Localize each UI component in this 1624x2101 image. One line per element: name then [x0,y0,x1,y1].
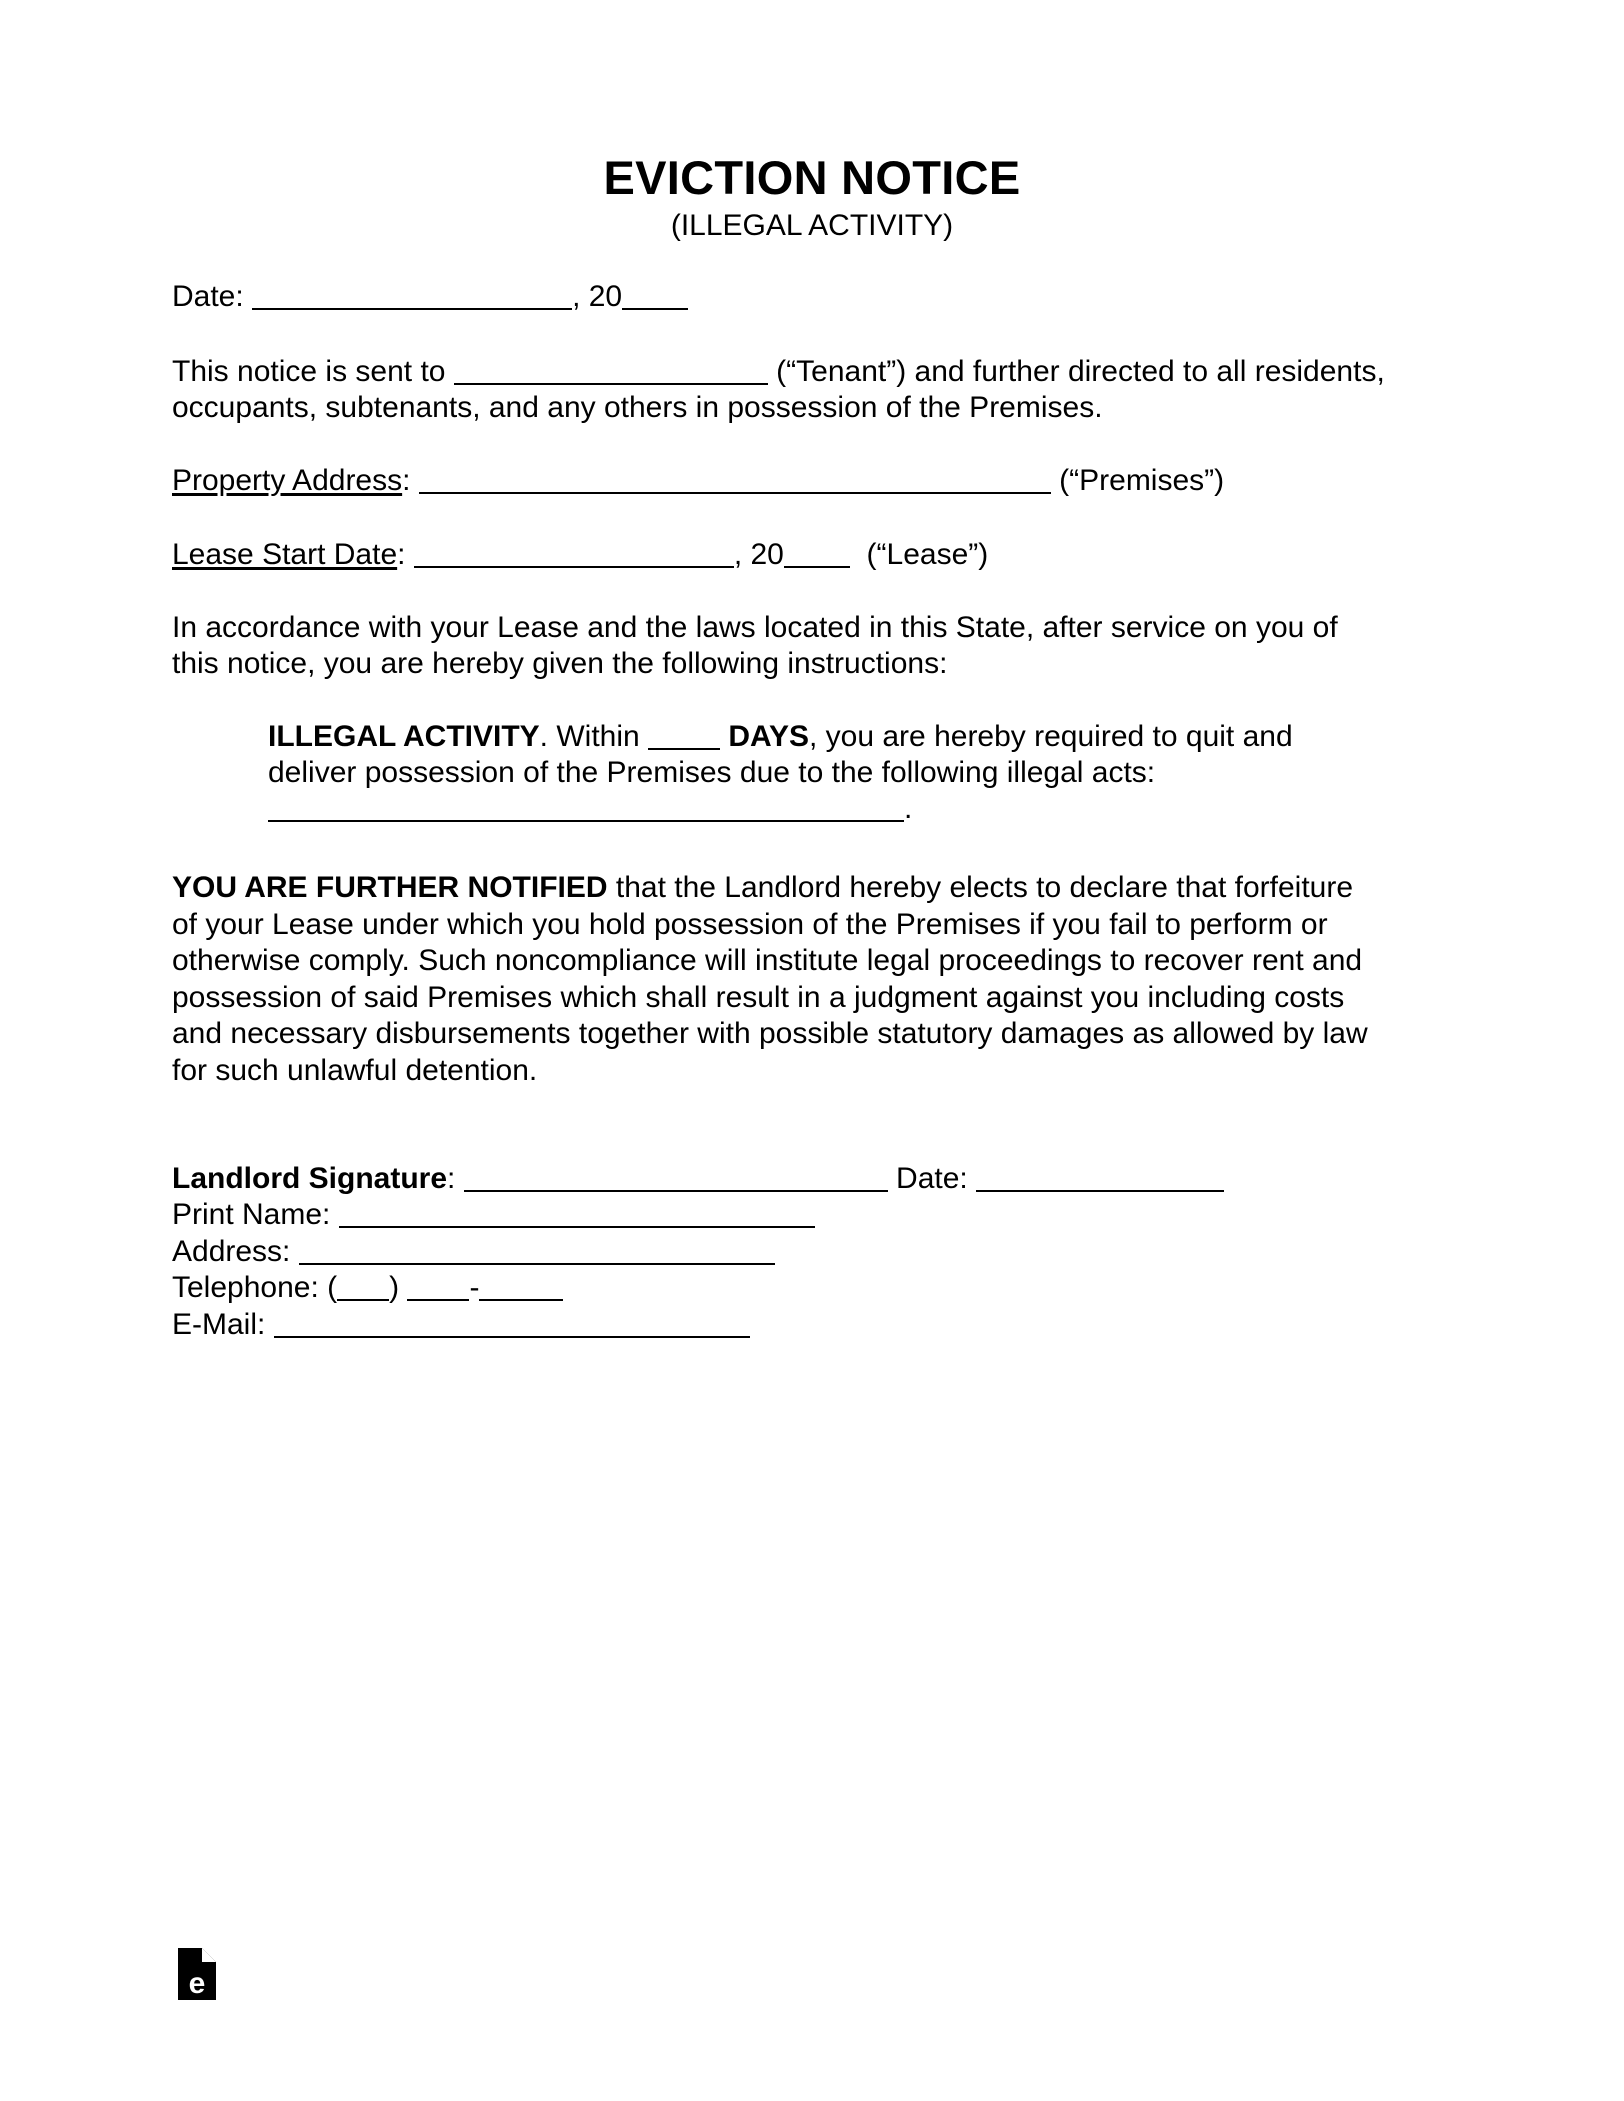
further-notice-paragraph [172,870,1462,1089]
tenant-text-before: This notice is sent to [172,355,446,388]
property-suffix: (“Premises”) [1059,464,1225,497]
illegal-activity-line-1-rest: , you are hereby required to quit and [809,720,1293,753]
telephone-close: ) [389,1271,400,1304]
illegal-activity-line-1 [268,719,1293,755]
signature-line [172,1161,1224,1197]
email-blank[interactable] [274,1309,750,1338]
illegal-acts-period: . [904,792,913,825]
lease-colon: : [397,538,406,571]
telephone-line [172,1270,563,1306]
further-notice-heading: YOU ARE FURTHER NOTIFIED [172,871,608,904]
address-label: Address: [172,1235,291,1268]
document-subtitle: (ILLEGAL ACTIVITY) [670,209,954,242]
instructions-line-1: In accordance with your Lease and the laws located in this State, after service on you of [172,611,1338,644]
lease-date-blank[interactable] [414,539,734,568]
further-notice-line-6: for such unlawful detention. [172,1053,538,1087]
instructions-line-2: this notice, you are hereby given the following instructions: [172,647,948,680]
signature-label: Landlord Signature [172,1162,448,1195]
telephone-dash: - [469,1271,480,1304]
email-line [172,1307,750,1343]
address-blank[interactable] [299,1236,775,1265]
telephone-area-blank[interactable] [337,1272,389,1301]
signature-blank[interactable] [464,1163,888,1192]
illegal-activity-within: . Within [539,720,640,753]
days-blank[interactable] [648,721,720,750]
print-name-line [172,1197,815,1233]
document-title: EVICTION NOTICE [603,151,1021,204]
tenant-line [172,354,1385,390]
illegal-activity-heading: ILLEGAL ACTIVITY [268,720,540,753]
tenant-blank[interactable] [454,356,768,385]
days-label: DAYS [728,720,809,753]
lease-suffix: (“Lease”) [866,538,989,571]
signature-date-blank[interactable] [976,1163,1224,1192]
further-notice-line-5: and necessary disbursements together with possible statutory damages as allowed by law [172,1017,1368,1050]
print-name-blank[interactable] [339,1199,815,1228]
date-blank[interactable] [252,281,572,310]
property-colon: : [402,464,411,497]
further-notice-line-4: possession of said Premises which shall result in a judgment against you including costs [172,980,1345,1014]
email-label: E-Mail: [172,1308,266,1341]
lease-label: Lease Start Date [172,538,398,571]
telephone-number-blank[interactable] [479,1272,563,1301]
tenant-text-after: (“Tenant”) and further directed to all residents, [776,355,1385,388]
lease-year-blank[interactable] [784,539,850,568]
telephone-label: Telephone: ( [172,1271,338,1304]
signature-date-label: Date: [896,1162,968,1195]
date-label: Date: [172,280,244,313]
further-notice-line-2: of your Lease under which you hold possession of the Premises if you fail to perform or [172,907,1328,941]
tenant-continuation: occupants, subtenants, and any others in possession of the Premises. [172,391,1103,424]
svg-text:e: e [188,1967,206,2000]
further-notice-line-1 [172,870,1462,907]
signature-colon: : [447,1162,456,1195]
date-year-prefix: , 20 [572,280,623,313]
eforms-logo-icon [178,1948,216,2000]
property-address-blank[interactable] [419,465,1051,494]
illegal-activity-line-2: deliver possession of the Premises due to the following illegal acts: [268,756,1156,789]
telephone-prefix-blank[interactable] [407,1272,469,1301]
property-label: Property Address [172,464,403,497]
further-notice-line-1-rest: that the Landlord hereby elects to declare that forfeiture [607,871,1354,904]
date-line [172,279,688,315]
illegal-acts-blank[interactable] [268,793,904,822]
lease-line [172,537,988,573]
further-notice-line-3: otherwise comply. Such noncompliance will institute legal proceedings to recover rent and [172,944,1363,977]
address-line [172,1234,775,1270]
lease-year-prefix: , 20 [733,538,784,571]
date-year-blank[interactable] [622,281,688,310]
property-line [172,463,1224,499]
illegal-activity-line-3 [268,791,912,827]
print-name-label: Print Name: [172,1198,331,1231]
